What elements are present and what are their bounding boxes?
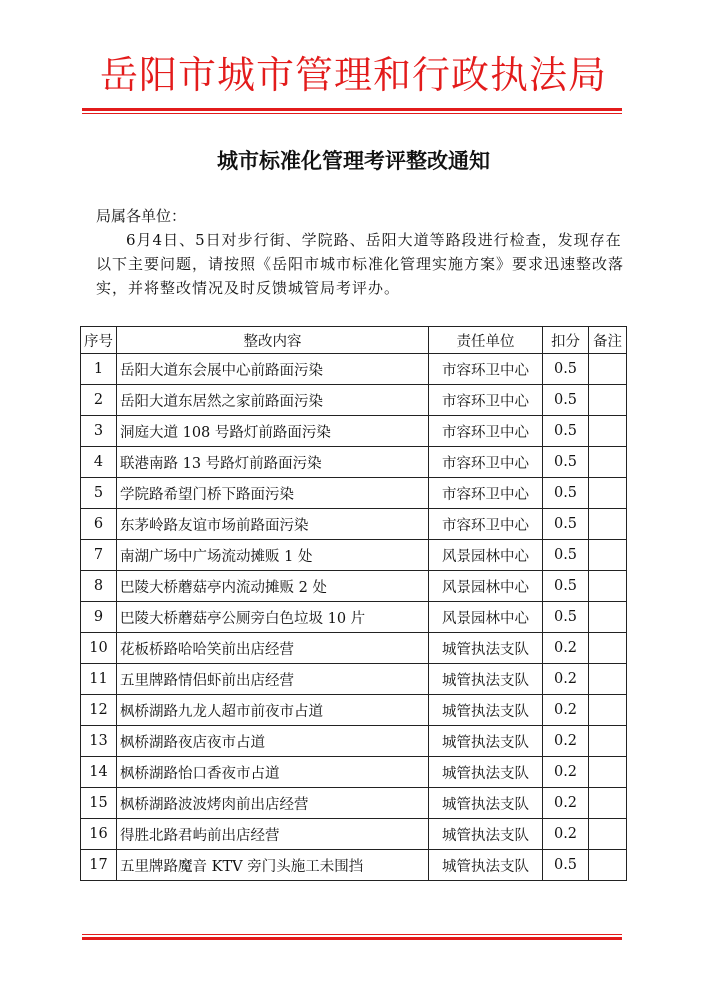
row-no: 12 [81, 695, 117, 726]
row-content: 巴陵大桥蘑菇亭公厕旁白色垃圾 10 片 [117, 602, 429, 633]
row-remark [589, 571, 627, 602]
row-remark [589, 354, 627, 385]
row-deduction: 0.5 [543, 447, 589, 478]
row-no: 13 [81, 726, 117, 757]
row-remark [589, 633, 627, 664]
row-unit: 市容环卫中心 [429, 478, 543, 509]
row-remark [589, 850, 627, 881]
row-content: 东茅岭路友谊市场前路面污染 [117, 509, 429, 540]
row-unit: 城管执法支队 [429, 788, 543, 819]
row-unit: 风景园林中心 [429, 571, 543, 602]
row-remark [589, 819, 627, 850]
row-deduction: 0.5 [543, 385, 589, 416]
row-content: 南湖广场中广场流动摊贩 1 处 [117, 540, 429, 571]
row-content: 枫桥湖路波波烤肉前出店经营 [117, 788, 429, 819]
row-content: 巴陵大桥蘑菇亭内流动摊贩 2 处 [117, 571, 429, 602]
table-row [81, 819, 627, 850]
row-unit: 城管执法支队 [429, 664, 543, 695]
row-no: 5 [81, 478, 117, 509]
row-content: 岳阳大道东会展中心前路面污染 [117, 354, 429, 385]
table-row [81, 385, 627, 416]
table-header-row [81, 327, 627, 354]
letterhead-rule-thin [82, 113, 622, 114]
header-no: 序号 [81, 327, 117, 354]
table-row [81, 695, 627, 726]
row-unit: 市容环卫中心 [429, 447, 543, 478]
row-no: 3 [81, 416, 117, 447]
row-deduction: 0.2 [543, 757, 589, 788]
row-content: 花板桥路哈哈笑前出店经营 [117, 633, 429, 664]
agency-letterhead: 岳阳市城市管理和行政执法局 [99, 53, 607, 97]
row-no: 1 [81, 354, 117, 385]
footer-rule-thick [82, 937, 622, 940]
row-no: 2 [81, 385, 117, 416]
row-unit: 城管执法支队 [429, 819, 543, 850]
row-remark [589, 416, 627, 447]
footer-rule-thin [82, 934, 622, 935]
row-no: 10 [81, 633, 117, 664]
row-content: 洞庭大道 108 号路灯前路面污染 [117, 416, 429, 447]
row-deduction: 0.5 [543, 416, 589, 447]
table-row [81, 571, 627, 602]
row-content: 枫桥湖路怡口香夜市占道 [117, 757, 429, 788]
row-deduction: 0.5 [543, 571, 589, 602]
row-remark [589, 757, 627, 788]
row-unit: 城管执法支队 [429, 633, 543, 664]
row-deduction: 0.5 [543, 509, 589, 540]
row-remark [589, 478, 627, 509]
header-deduction: 扣分 [543, 327, 589, 354]
document-title: 城市标准化管理考评整改通知 [217, 149, 490, 173]
table-row [81, 354, 627, 385]
table-row [81, 447, 627, 478]
row-content: 联港南路 13 号路灯前路面污染 [117, 447, 429, 478]
salutation: 局属各单位： [96, 207, 187, 225]
table-row [81, 726, 627, 757]
row-deduction: 0.2 [543, 664, 589, 695]
row-remark [589, 602, 627, 633]
row-remark [589, 385, 627, 416]
row-unit: 风景园林中心 [429, 602, 543, 633]
header-content: 整改内容 [117, 327, 429, 354]
row-unit: 城管执法支队 [429, 695, 543, 726]
table-body [81, 354, 627, 881]
table-row [81, 602, 627, 633]
row-unit: 风景园林中心 [429, 540, 543, 571]
row-remark [589, 509, 627, 540]
row-deduction: 0.5 [543, 850, 589, 881]
row-no: 6 [81, 509, 117, 540]
row-unit: 市容环卫中心 [429, 509, 543, 540]
row-no: 11 [81, 664, 117, 695]
row-unit: 城管执法支队 [429, 757, 543, 788]
row-deduction: 0.2 [543, 633, 589, 664]
row-content: 学院路希望门桥下路面污染 [117, 478, 429, 509]
row-deduction: 0.2 [543, 726, 589, 757]
row-remark [589, 664, 627, 695]
row-content: 枫桥湖路夜店夜市占道 [117, 726, 429, 757]
row-unit: 市容环卫中心 [429, 416, 543, 447]
row-deduction: 0.5 [543, 354, 589, 385]
row-remark [589, 695, 627, 726]
row-no: 15 [81, 788, 117, 819]
table-row [81, 633, 627, 664]
row-no: 16 [81, 819, 117, 850]
row-no: 7 [81, 540, 117, 571]
row-remark [589, 726, 627, 757]
row-unit: 城管执法支队 [429, 850, 543, 881]
row-no: 8 [81, 571, 117, 602]
row-deduction: 0.5 [543, 478, 589, 509]
row-deduction: 0.5 [543, 602, 589, 633]
letterhead-rule-thick [82, 108, 622, 111]
table-row [81, 540, 627, 571]
rectification-table [80, 326, 627, 881]
table-row [81, 757, 627, 788]
header-unit: 责任单位 [429, 327, 543, 354]
row-content: 五里牌路情侣虾前出店经营 [117, 664, 429, 695]
table-row [81, 664, 627, 695]
row-remark [589, 447, 627, 478]
row-no: 17 [81, 850, 117, 881]
row-remark [589, 540, 627, 571]
row-deduction: 0.5 [543, 540, 589, 571]
row-content: 岳阳大道东居然之家前路面污染 [117, 385, 429, 416]
notice-paragraph: 6月4日、5日对步行街、学院路、岳阳大道等路段进行检查，发现存在以下主要问题，请按照《岳阳市城市标准化管理实施方案》要求迅速整改落实，并将整改情况及时反馈城管局考评办。 [96, 231, 625, 297]
row-deduction: 0.2 [543, 819, 589, 850]
row-content: 五里牌路魔音 KTV 旁门头施工未围挡 [117, 850, 429, 881]
row-no: 4 [81, 447, 117, 478]
table-row [81, 509, 627, 540]
row-no: 9 [81, 602, 117, 633]
row-deduction: 0.2 [543, 788, 589, 819]
table-row [81, 416, 627, 447]
row-remark [589, 788, 627, 819]
header-remark: 备注 [589, 327, 627, 354]
row-no: 14 [81, 757, 117, 788]
row-content: 枫桥湖路九龙人超市前夜市占道 [117, 695, 429, 726]
table-row [81, 788, 627, 819]
table-row [81, 478, 627, 509]
row-content: 得胜北路君屿前出店经营 [117, 819, 429, 850]
table-row [81, 850, 627, 881]
row-unit: 城管执法支队 [429, 726, 543, 757]
row-deduction: 0.2 [543, 695, 589, 726]
row-unit: 市容环卫中心 [429, 354, 543, 385]
row-unit: 市容环卫中心 [429, 385, 543, 416]
